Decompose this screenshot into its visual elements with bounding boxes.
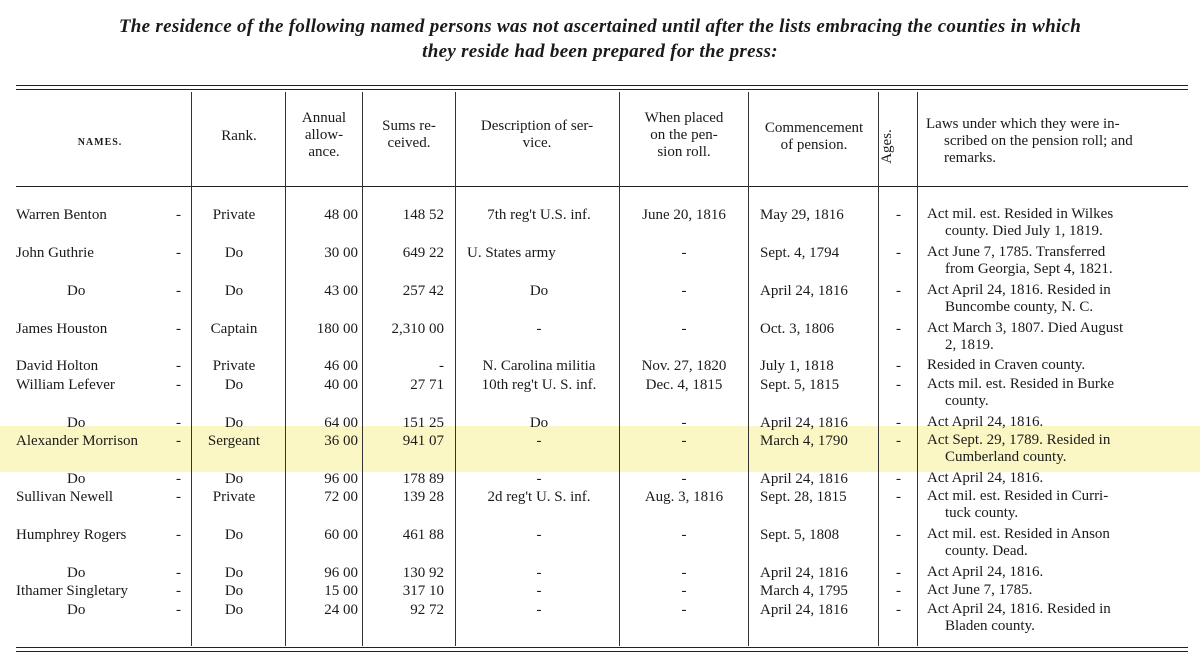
- rank-cell: Captain: [210, 321, 258, 337]
- allowance-cell: 40 00: [324, 377, 358, 393]
- table-row: [0, 526, 1200, 559]
- name-cell: Humphrey Rogers: [16, 527, 127, 543]
- name-cell: James Houston: [16, 321, 108, 337]
- description-cell: 10th reg't U. S. inf.: [481, 377, 597, 393]
- rank-cell: Do: [224, 415, 244, 431]
- rank-cell: Private: [212, 489, 256, 505]
- ages-cell: -: [896, 207, 901, 223]
- dot-leader: -: [176, 565, 181, 581]
- ages-cell: -: [896, 358, 901, 374]
- table-row: [0, 582, 1200, 602]
- allowance-cell: 36 00: [324, 433, 358, 449]
- table-row: [0, 320, 1200, 353]
- sums-cell: 941 07: [402, 433, 444, 449]
- ages-cell: -: [896, 433, 901, 449]
- laws-line-2: Buncombe county, N. C.: [945, 299, 1094, 315]
- description-cell: 7th reg't U.S. inf.: [487, 207, 591, 223]
- sums-cell: 2,310 00: [391, 321, 444, 337]
- rank-cell: Private: [212, 207, 256, 223]
- top-rule-inner: [16, 89, 1188, 90]
- name-cell: Do: [67, 471, 86, 487]
- ages-cell: -: [896, 527, 901, 543]
- header-sums: Sums re- ceived.: [382, 118, 436, 151]
- name-cell: Ithamer Singletary: [16, 583, 129, 599]
- ages-cell: -: [896, 471, 901, 487]
- sums-cell: 27 71: [410, 377, 444, 393]
- description-cell: -: [536, 527, 542, 543]
- ages-cell: -: [896, 489, 901, 505]
- header-allowance: Annual allow- ance.: [301, 110, 347, 160]
- dot-leader: -: [176, 433, 181, 449]
- ages-cell: -: [896, 415, 901, 431]
- ages-cell: -: [896, 321, 901, 337]
- commencement-cell: April 24, 1816: [760, 565, 848, 581]
- dot-leader: -: [176, 377, 181, 393]
- dot-leader: -: [176, 583, 181, 599]
- sums-cell: 139 28: [402, 489, 444, 505]
- laws-line-2: 2, 1819.: [945, 337, 994, 353]
- allowance-cell: 96 00: [324, 565, 358, 581]
- sums-cell: 257 42: [402, 283, 444, 299]
- commencement-cell: Sept. 5, 1808: [760, 527, 840, 543]
- laws-line-1: Act April 24, 1816.: [927, 470, 1044, 486]
- description-cell: -: [536, 433, 542, 449]
- name-cell: Warren Benton: [16, 207, 107, 223]
- laws-line-2: from Georgia, Sept 4, 1821.: [945, 261, 1113, 277]
- when-placed-cell: -: [681, 471, 687, 487]
- name-cell: Do: [67, 565, 86, 581]
- allowance-cell: 43 00: [324, 283, 358, 299]
- header-laws: Laws under which they were in- scribed on the pension roll; and remarks.: [926, 116, 1133, 166]
- top-rule: [16, 85, 1188, 86]
- dot-leader: -: [176, 283, 181, 299]
- header-rank: Rank.: [221, 128, 257, 144]
- laws-line-1: Resided in Craven county.: [927, 357, 1086, 373]
- laws-remarks-cell: [927, 357, 1189, 374]
- laws-line-1: Act June 7, 1785.: [927, 582, 1033, 598]
- description-cell: -: [536, 583, 542, 599]
- ages-cell: -: [896, 602, 901, 618]
- table-row: [0, 376, 1200, 409]
- table-row: [0, 282, 1200, 315]
- laws-remarks-cell: [927, 582, 1189, 599]
- laws-line-1: Act March 3, 1807. Died August: [927, 320, 1124, 336]
- laws-line-1: Act April 24, 1816. Resided in: [927, 282, 1111, 298]
- sums-cell: 461 88: [402, 527, 444, 543]
- description-cell: Do: [529, 415, 549, 431]
- laws-remarks-cell: [927, 488, 1189, 522]
- laws-remarks-cell: [927, 244, 1189, 278]
- dot-leader: -: [176, 471, 181, 487]
- commencement-cell: April 24, 1816: [760, 283, 848, 299]
- dot-leader: -: [176, 527, 181, 543]
- rank-cell: Do: [224, 245, 244, 261]
- commencement-cell: April 24, 1816: [760, 471, 848, 487]
- laws-line-2: tuck county.: [945, 505, 1019, 521]
- rank-cell: Do: [224, 602, 244, 618]
- title-line-2: they reside had been prepared for the press:: [422, 41, 778, 62]
- bottom-rule: [16, 647, 1188, 648]
- table-row: [0, 206, 1200, 239]
- ages-cell: -: [896, 565, 901, 581]
- laws-line-2: Bladen county.: [945, 618, 1035, 634]
- allowance-cell: 180 00: [316, 321, 358, 337]
- dot-leader: -: [176, 358, 181, 374]
- sums-cell: 92 72: [410, 602, 444, 618]
- sums-cell: 151 25: [402, 415, 444, 431]
- ages-cell: -: [896, 245, 901, 261]
- commencement-cell: Sept. 28, 1815: [760, 489, 847, 505]
- when-placed-cell: -: [681, 283, 687, 299]
- dot-leader: -: [176, 602, 181, 618]
- commencement-cell: Sept. 4, 1794: [760, 245, 840, 261]
- laws-line-2: county. Died July 1, 1819.: [945, 223, 1103, 239]
- when-placed-cell: -: [681, 527, 687, 543]
- laws-line-1: Act mil. est. Resided in Curri-: [927, 488, 1109, 504]
- when-placed-cell: -: [681, 565, 687, 581]
- when-placed-cell: -: [681, 415, 687, 431]
- laws-line-2: Cumberland county.: [945, 449, 1067, 465]
- ages-cell: -: [896, 283, 901, 299]
- rank-cell: Do: [224, 283, 244, 299]
- laws-remarks-cell: [927, 470, 1189, 487]
- rank-cell: Do: [224, 565, 244, 581]
- description-cell: -: [536, 321, 542, 337]
- header-names: NAMES.: [77, 137, 123, 148]
- ages-cell: -: [896, 377, 901, 393]
- when-placed-cell: June 20, 1816: [642, 207, 726, 223]
- laws-line-2: county. Dead.: [945, 543, 1028, 559]
- laws-remarks-cell: [927, 414, 1189, 431]
- description-cell: N. Carolina militia: [482, 358, 596, 374]
- laws-line-1: Act June 7, 1785. Transferred: [927, 244, 1106, 260]
- laws-remarks-cell: [927, 320, 1189, 354]
- dot-leader: -: [176, 321, 181, 337]
- dot-leader: -: [176, 415, 181, 431]
- header-description: Description of ser- vice.: [480, 118, 594, 151]
- sums-cell: -: [439, 358, 444, 374]
- commencement-cell: Oct. 3, 1806: [760, 321, 835, 337]
- commencement-cell: April 24, 1816: [760, 415, 848, 431]
- table-row: [0, 357, 1200, 377]
- laws-line-1: Act April 24, 1816. Resided in: [927, 601, 1111, 617]
- allowance-cell: 15 00: [324, 583, 358, 599]
- commencement-cell: Sept. 5, 1815: [760, 377, 840, 393]
- page-title: [0, 14, 1200, 64]
- laws-remarks-cell: [927, 282, 1189, 316]
- description-cell: Do: [529, 283, 549, 299]
- allowance-cell: 46 00: [324, 358, 358, 374]
- dot-leader: -: [176, 207, 181, 223]
- when-placed-cell: Aug. 3, 1816: [644, 489, 724, 505]
- when-placed-cell: -: [681, 321, 687, 337]
- sums-cell: 178 89: [402, 471, 444, 487]
- commencement-cell: July 1, 1818: [760, 358, 834, 374]
- laws-remarks-cell: [927, 376, 1189, 410]
- name-cell: Do: [67, 602, 86, 618]
- rank-cell: Do: [224, 377, 244, 393]
- sums-cell: 130 92: [402, 565, 444, 581]
- rank-cell: Private: [212, 358, 256, 374]
- name-cell: Do: [67, 415, 86, 431]
- header-commencement: Commencement of pension.: [764, 120, 864, 153]
- name-cell: Sullivan Newell: [16, 489, 114, 505]
- name-cell: Alexander Morrison: [16, 433, 139, 449]
- header-when-placed: When placed on the pen- sion roll.: [644, 110, 724, 160]
- laws-remarks-cell: [927, 432, 1189, 466]
- laws-line-1: Act April 24, 1816.: [927, 564, 1044, 580]
- sums-cell: 317 10: [402, 583, 444, 599]
- allowance-cell: 72 00: [324, 489, 358, 505]
- description-cell: -: [536, 565, 542, 581]
- when-placed-cell: -: [681, 433, 687, 449]
- rank-cell: Do: [224, 527, 244, 543]
- rank-cell: Do: [224, 583, 244, 599]
- table-row: [0, 488, 1200, 521]
- dot-leader: -: [176, 245, 181, 261]
- dot-leader: -: [176, 489, 181, 505]
- allowance-cell: 60 00: [324, 527, 358, 543]
- table-row: [0, 432, 1200, 465]
- allowance-cell: 64 00: [324, 415, 358, 431]
- commencement-cell: March 4, 1790: [760, 433, 848, 449]
- ages-cell: -: [896, 583, 901, 599]
- rank-cell: Do: [224, 471, 244, 487]
- name-cell: John Guthrie: [16, 245, 94, 261]
- when-placed-cell: -: [681, 583, 687, 599]
- when-placed-cell: -: [681, 602, 687, 618]
- name-cell: David Holton: [16, 358, 99, 374]
- laws-remarks-cell: [927, 601, 1189, 635]
- title-line-1: The residence of the following named persons was not ascertained until after the lists embracing the counties in which: [118, 16, 1082, 37]
- laws-remarks-cell: [927, 564, 1189, 581]
- sums-cell: 148 52: [402, 207, 444, 223]
- laws-line-1: Act mil. est. Resided in Wilkes: [927, 206, 1114, 222]
- name-cell: William Lefever: [16, 377, 115, 393]
- table-row: [0, 244, 1200, 277]
- laws-line-1: Act mil. est. Resided in Anson: [927, 526, 1110, 542]
- header-ages: Ages.: [878, 129, 895, 164]
- description-cell: -: [536, 602, 542, 618]
- allowance-cell: 30 00: [324, 245, 358, 261]
- sums-cell: 649 22: [402, 245, 444, 261]
- table-row: [0, 414, 1200, 434]
- when-placed-cell: Nov. 27, 1820: [641, 358, 727, 374]
- commencement-cell: March 4, 1795: [760, 583, 848, 599]
- laws-line-1: Acts mil. est. Resided in Burke: [927, 376, 1115, 392]
- table-row: [0, 564, 1200, 584]
- when-placed-cell: Dec. 4, 1815: [645, 377, 723, 393]
- allowance-cell: 96 00: [324, 471, 358, 487]
- laws-remarks-cell: [927, 526, 1189, 560]
- rank-cell: Sergeant: [207, 433, 261, 449]
- name-cell: Do: [67, 283, 86, 299]
- laws-remarks-cell: [927, 206, 1189, 240]
- laws-line-1: Act Sept. 29, 1789. Resided in: [927, 432, 1111, 448]
- laws-line-2: county.: [945, 393, 989, 409]
- laws-line-1: Act April 24, 1816.: [927, 414, 1044, 430]
- allowance-cell: 48 00: [324, 207, 358, 223]
- description-cell: 2d reg't U. S. inf.: [487, 489, 591, 505]
- description-cell: U. States army: [467, 245, 556, 261]
- allowance-cell: 24 00: [324, 602, 358, 618]
- when-placed-cell: -: [681, 245, 687, 261]
- table-row: [0, 601, 1200, 634]
- commencement-cell: May 29, 1816: [760, 207, 844, 223]
- description-cell: -: [536, 471, 542, 487]
- bottom-rule-inner: [16, 651, 1188, 652]
- table-row: [0, 470, 1200, 490]
- commencement-cell: April 24, 1816: [760, 602, 848, 618]
